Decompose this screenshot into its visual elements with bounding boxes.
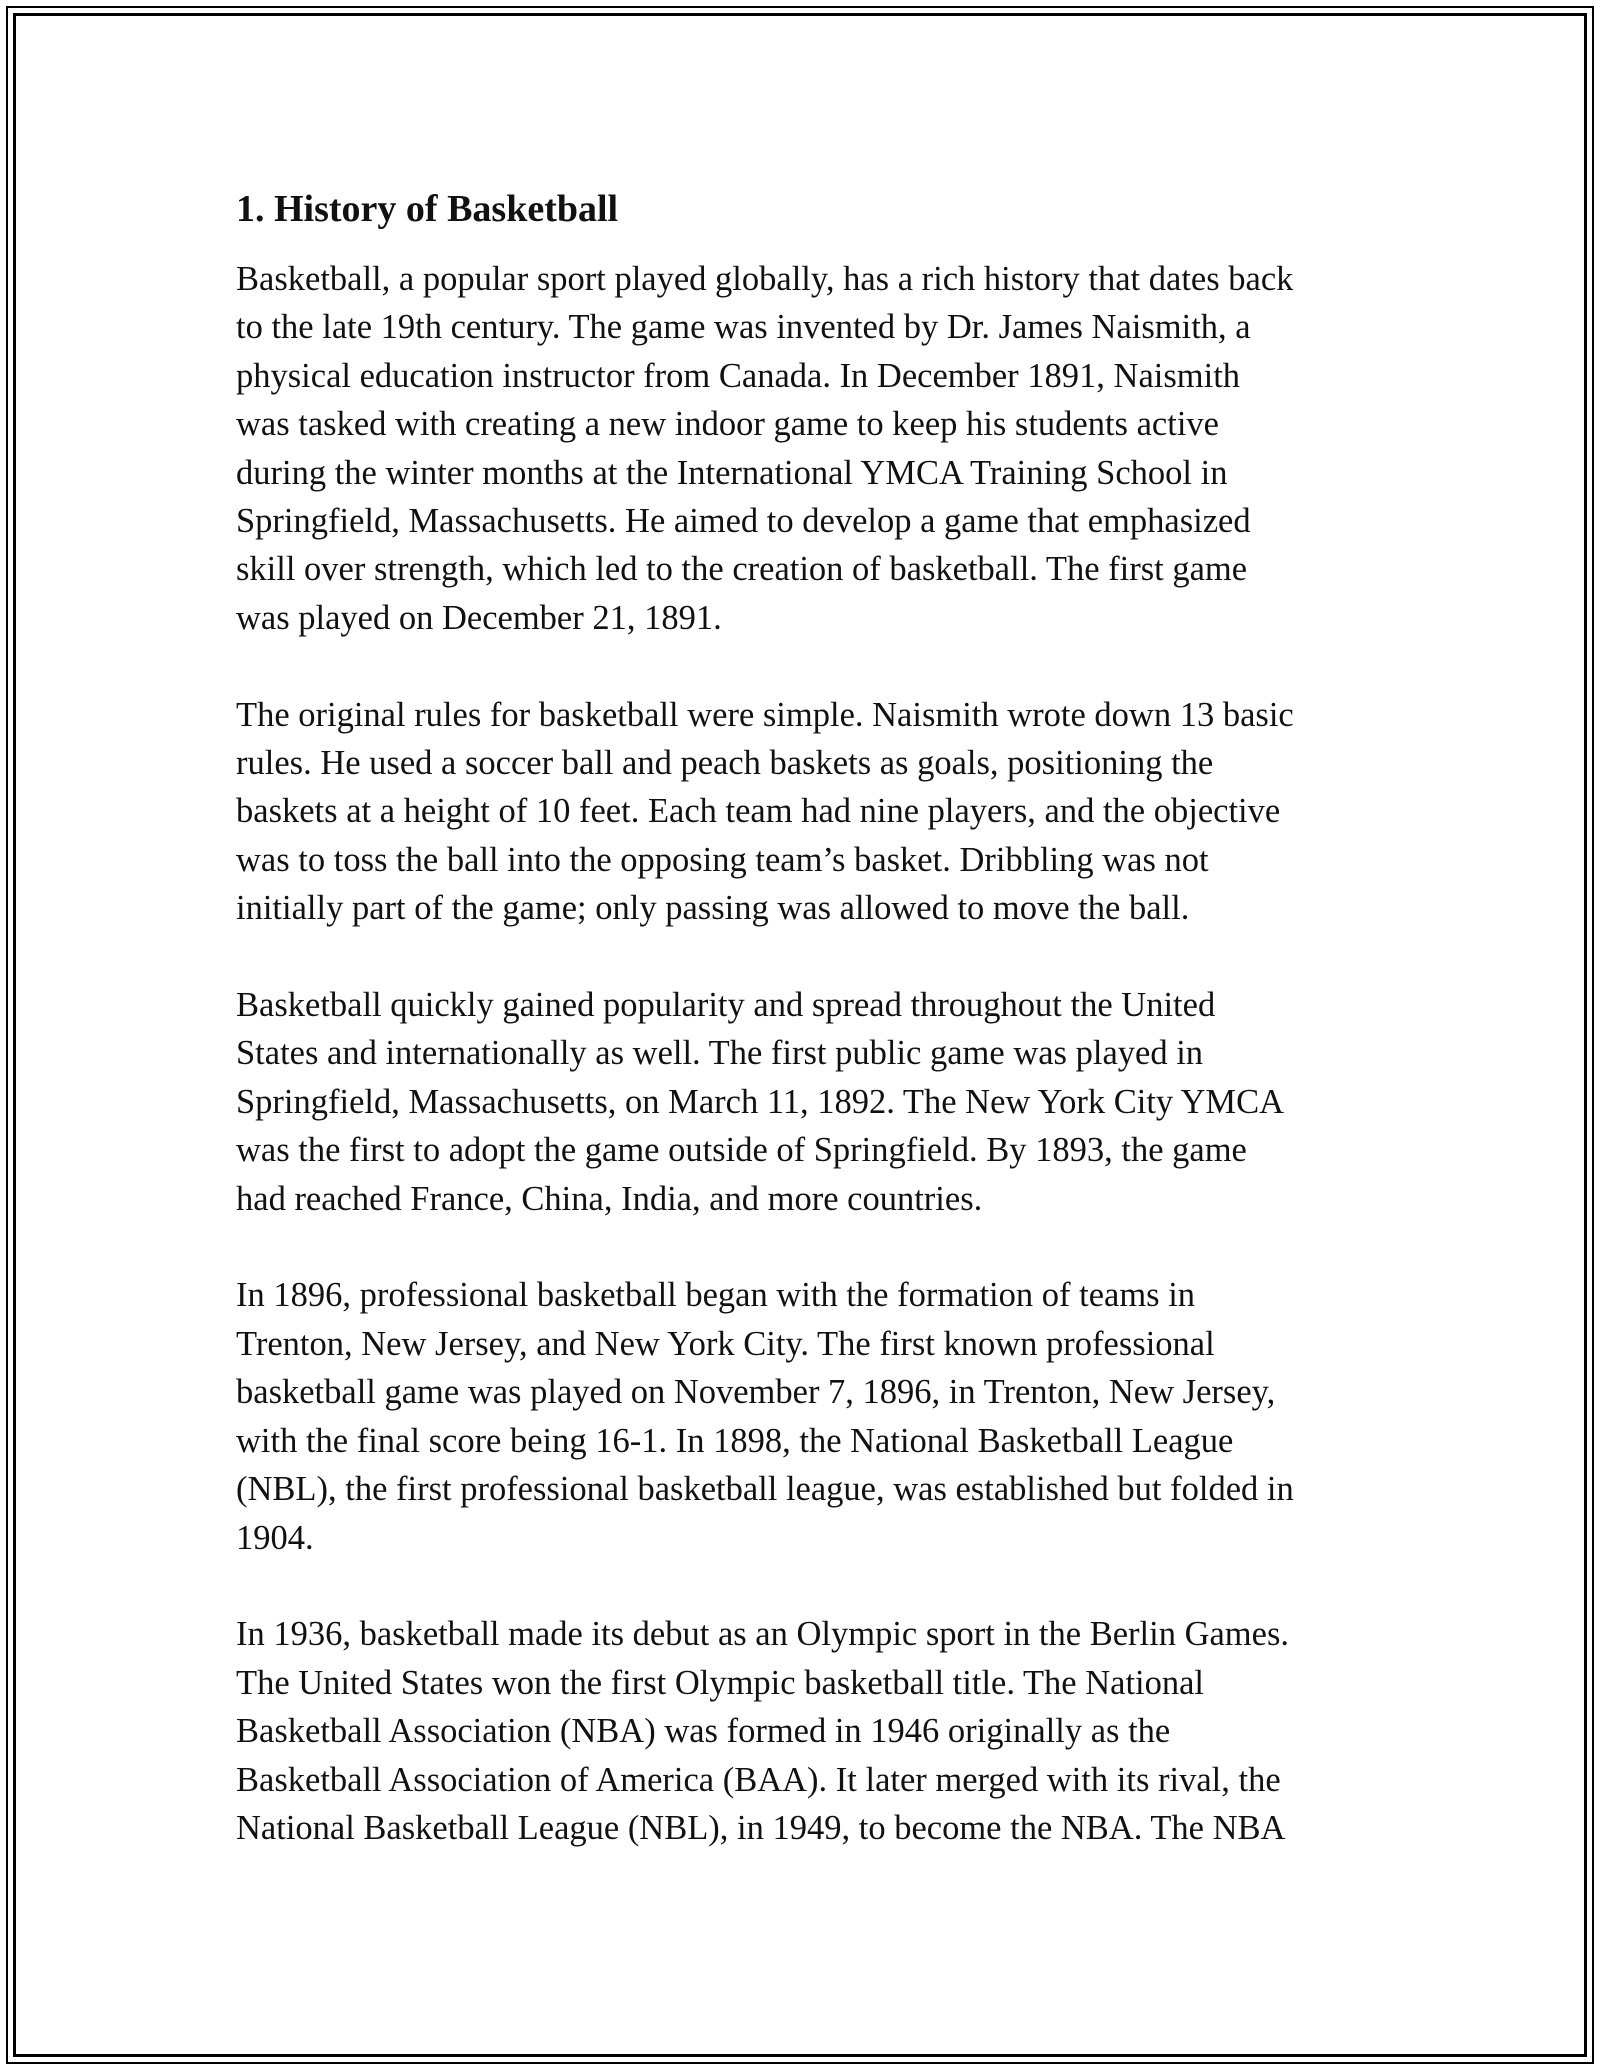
text-line: during the winter months at the International YMCA Training School in: [236, 453, 1228, 492]
text-line: National Basketball League (NBL), in 1949, to become the NBA. The NBA: [236, 1808, 1286, 1847]
text-line: The original rules for basketball were simple. Naismith wrote down 13 basic: [236, 695, 1294, 734]
text-line: was played on December 21, 1891.: [236, 598, 722, 637]
text-line: had reached France, China, India, and more countries.: [236, 1179, 983, 1218]
paragraph-4: [236, 1271, 1366, 1561]
text-line: rules. He used a soccer ball and peach baskets as goals, positioning the: [236, 744, 1214, 783]
text-line: to the late 19th century. The game was invented by Dr. James Naismith, a: [236, 308, 1251, 347]
text-line: initially part of the game; only passing was allowed to move the ball.: [236, 889, 1190, 928]
paragraph-1: [236, 255, 1366, 642]
text-line: Springfield, Massachusetts. He aimed to develop a game that emphasized: [236, 502, 1251, 541]
document-body: [236, 185, 1366, 1901]
text-line: with the final score being 16-1. In 1898, the National Basketball League: [236, 1421, 1234, 1460]
text-line: Basketball Association (NBA) was formed in 1946 originally as the: [236, 1712, 1171, 1751]
paragraph-5: [236, 1610, 1366, 1852]
text-line: Basketball Association of America (BAA). It later merged with its rival, the: [236, 1760, 1281, 1799]
section-heading: 1. History of Basketball: [236, 188, 619, 230]
text-line: States and internationally as well. The first public game was played in: [236, 1034, 1204, 1073]
text-line: was to toss the ball into the opposing team’s basket. Dribbling was not: [236, 840, 1209, 879]
text-line: In 1896, professional basketball began with the formation of teams in: [236, 1276, 1196, 1315]
text-line: was tasked with creating a new indoor game to keep his students active: [236, 405, 1219, 444]
text-line: 1904.: [236, 1518, 314, 1557]
text-line: Basketball, a popular sport played globally, has a rich history that dates back: [236, 260, 1294, 298]
text-line: was the first to adopt the game outside of Springfield. By 1893, the game: [236, 1131, 1247, 1170]
text-line: Trenton, New Jersey, and New York City. The first known professional: [236, 1324, 1215, 1363]
text-line: baskets at a height of 10 feet. Each team had nine players, and the objective: [236, 792, 1281, 831]
text-line: Springfield, Massachusetts, on March 11, 1892. The New York City YMCA: [236, 1082, 1285, 1121]
text-line: In 1936, basketball made its debut as an Olympic sport in the Berlin Games.: [236, 1615, 1289, 1654]
text-line: (NBL), the first professional basketball league, was established but folded in: [236, 1470, 1294, 1509]
text-line: basketball game was played on November 7, 1896, in Trenton, New Jersey,: [236, 1373, 1276, 1412]
text-line: The United States won the first Olympic basketball title. The National: [236, 1663, 1205, 1702]
text-line: physical education instructor from Canada. In December 1891, Naismith: [236, 356, 1241, 395]
text-line: skill over strength, which led to the creation of basketball. The first game: [236, 550, 1248, 589]
paragraph-2: [236, 691, 1366, 933]
paragraph-3: [236, 981, 1366, 1223]
text-line: Basketball quickly gained popularity and spread throughout the United: [236, 986, 1216, 1025]
